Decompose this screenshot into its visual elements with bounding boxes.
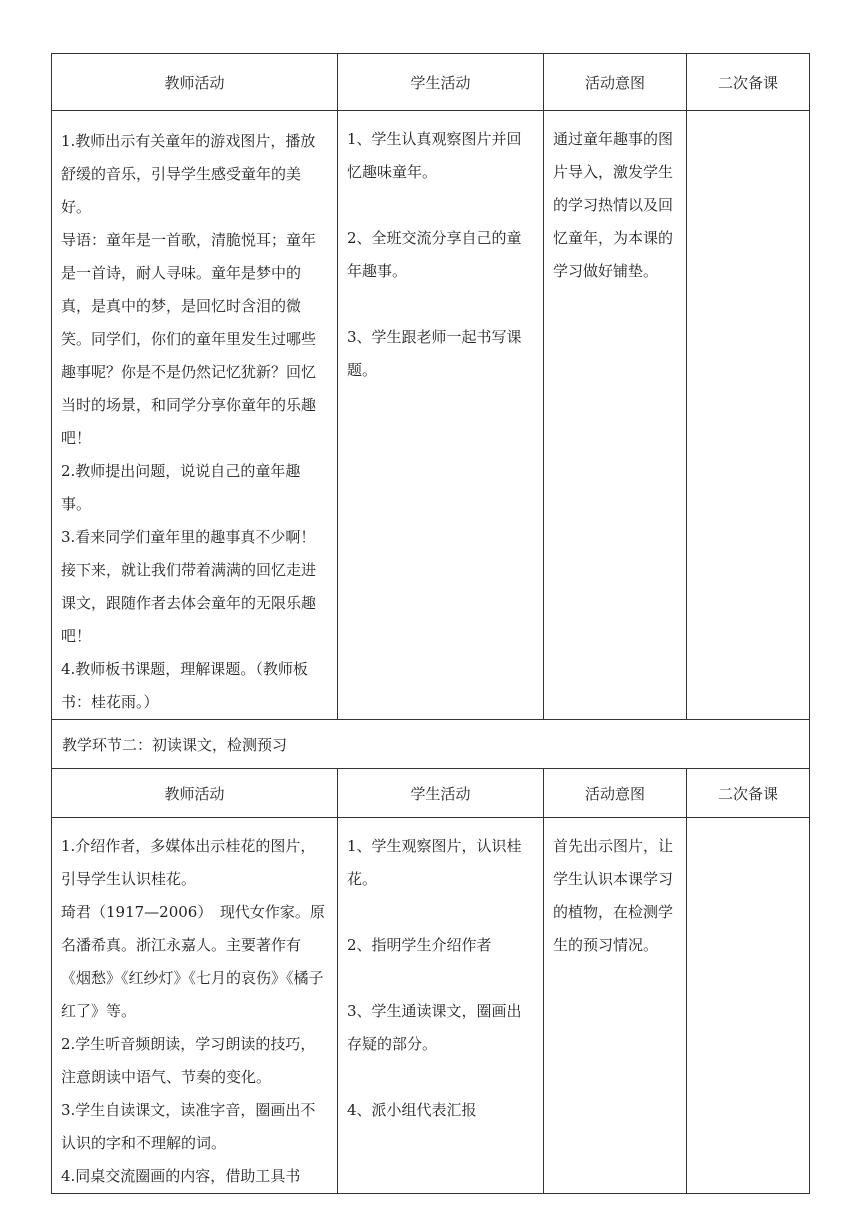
student2-step-4: 4、派小组代表汇报 xyxy=(347,1101,477,1119)
student2-step-1: 1、学生观察图片，认识桂花。 xyxy=(347,837,522,888)
table2-header-row xyxy=(52,769,810,818)
header-teacher-activity-2: 教师活动 xyxy=(52,769,338,818)
activity-intent-cell xyxy=(544,111,687,720)
teacher2-step-2: 2.学生听音频朗读，学习朗读的技巧，注意朗读中语气、节奏的变化。 xyxy=(61,1035,316,1086)
activity-intent-text-2: 首先出示图片，让学生认识本课学习的植物，在检测学生的预习情况。 xyxy=(553,837,674,954)
header-second-revision-2: 二次备课 xyxy=(687,769,810,818)
student2-step-3: 3、学生通读课文，圈画出存疑的部分。 xyxy=(347,1002,522,1053)
teacher-step-3: 3.看来同学们童年里的趣事真不少啊！接下来，就让我们带着满满的回忆走进课文，跟随作者去体会童年的无限乐趣吧！ xyxy=(61,528,317,645)
teacher2-step-1: 1.介绍作者，多媒体出示桂花的图片，引导学生认识桂花。 xyxy=(61,837,316,888)
header-second-revision: 二次备课 xyxy=(687,54,810,111)
table1-header-row xyxy=(52,54,810,111)
header-activity-intent-2: 活动意图 xyxy=(544,769,687,818)
teacher2-step-4: 4.同桌交流圈画的内容，借助工具书 xyxy=(61,1167,301,1185)
header-teacher-activity: 教师活动 xyxy=(52,54,338,111)
section2-title: 教学环节二：初读课文，检测预习 xyxy=(52,720,810,769)
lesson-plan-table xyxy=(51,53,810,1194)
second-revision-cell-2 xyxy=(687,818,810,1194)
teacher-step-4: 4.教师板书课题，理解课题。（教师板书：桂花雨。） xyxy=(61,660,308,711)
teacher-activity-cell-2 xyxy=(52,818,338,1194)
header-activity-intent: 活动意图 xyxy=(544,54,687,111)
teacher2-step-3: 3.学生自读课文，读准字音，圈画出不认识的字和不理解的词。 xyxy=(61,1101,316,1152)
table1-content-row xyxy=(52,111,810,720)
student2-step-2: 2、指明学生介绍作者 xyxy=(347,936,492,954)
activity-intent-text: 通过童年趣事的图片导入，激发学生的学习热情以及回忆童年，为本课的学习做好铺垫。 xyxy=(553,130,674,280)
teacher-intro-speech: 导语：童年是一首歌，清脆悦耳；童年是一首诗，耐人寻味。童年是梦中的真，是真中的梦，是回忆时含泪的微笑。同学们，你们的童年里发生过哪些趣事呢？你是不是仍然记忆犹新？回忆当时的场景，和同学分享你童年的乐趣吧！ xyxy=(61,231,317,447)
author-intro: 琦君（1917—2006） 现代女作家。原名潘希真。浙江永嘉人。主要著作有《烟愁》《红纱灯》《七月的哀伤》《橘子红了》等。 xyxy=(61,903,325,1020)
teacher-step-2: 2.教师提出问题，说说自己的童年趣事。 xyxy=(61,462,301,513)
teacher-activity-cell xyxy=(52,111,338,720)
student-step-1: 1、学生认真观察图片并回忆趣味童年。 xyxy=(347,130,522,181)
section2-title-row xyxy=(52,720,810,769)
header-student-activity: 学生活动 xyxy=(338,54,544,111)
student-step-3: 3、学生跟老师一起书写课题。 xyxy=(347,328,522,379)
teacher-step-1: 1.教师出示有关童年的游戏图片，播放舒缓的音乐，引导学生感受童年的美好。 xyxy=(61,132,316,216)
activity-intent-cell-2 xyxy=(544,818,687,1194)
student-activity-cell xyxy=(338,111,544,720)
table2-content-row xyxy=(52,818,810,1194)
student-step-2: 2、全班交流分享自己的童年趣事。 xyxy=(347,229,522,280)
header-student-activity-2: 学生活动 xyxy=(338,769,544,818)
student-activity-cell-2 xyxy=(338,818,544,1194)
second-revision-cell xyxy=(687,111,810,720)
